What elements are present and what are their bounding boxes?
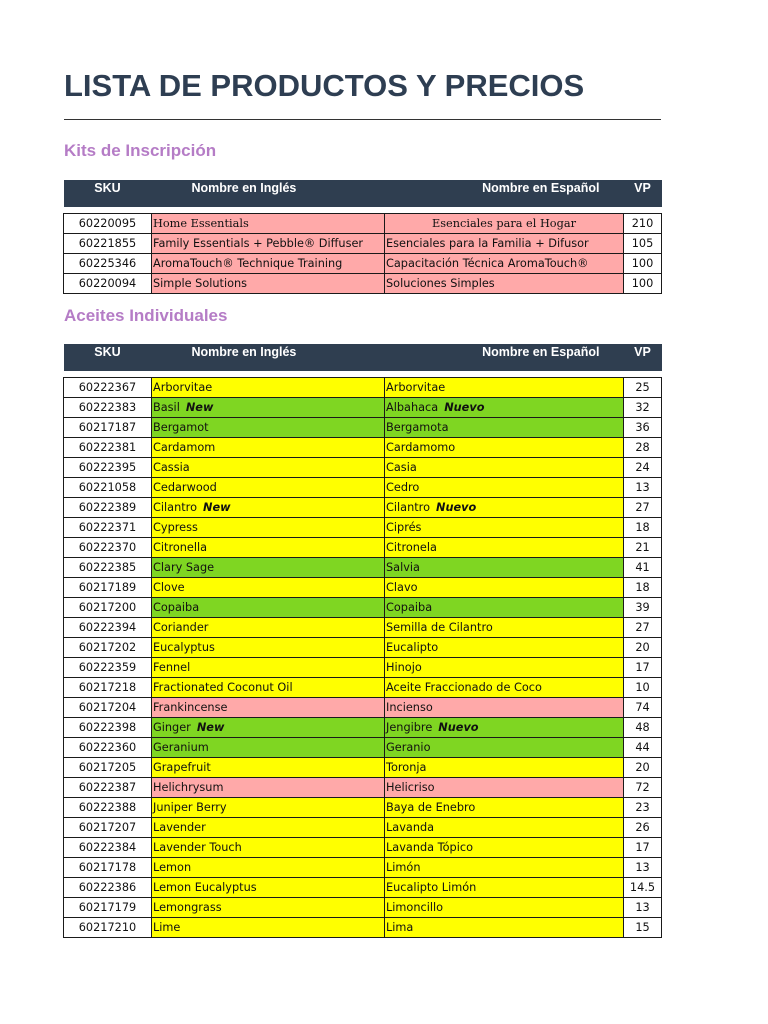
table-row [64, 438, 662, 458]
oils-header-row [64, 344, 662, 371]
english-name: Fractionated Coconut Oil [153, 681, 293, 694]
english-name: Family Essentials + Pebble® Diffuser [153, 237, 364, 250]
english-name-cell [152, 638, 385, 658]
english-name-cell [152, 214, 385, 234]
sku-cell: 60217178 [64, 858, 152, 878]
spanish-name: Capacitación Técnica AromaTouch® [386, 257, 589, 270]
spanish-name: Soluciones Simples [386, 277, 495, 290]
spanish-name-cell [385, 214, 624, 234]
spanish-name: Limón [386, 861, 421, 874]
spanish-name-cell [385, 738, 624, 758]
spanish-name: Eucalipto [386, 641, 439, 654]
spanish-name: Salvia [386, 561, 420, 574]
english-name: Cardamom [153, 441, 216, 454]
spanish-name-cell [385, 234, 624, 254]
spanish-name-cell [385, 878, 624, 898]
spanish-name-cell [385, 254, 624, 274]
spanish-name: Helicriso [386, 781, 435, 794]
english-name: Lime [153, 921, 181, 934]
english-name-cell [152, 618, 385, 638]
sku-cell: 60217202 [64, 638, 152, 658]
table-row [64, 478, 662, 498]
spanish-name-cell [385, 438, 624, 458]
spanish-name-cell [385, 458, 624, 478]
table-row [64, 738, 662, 758]
section-title-kits: Kits de Inscripción [64, 141, 217, 160]
header-sku: SKU [64, 180, 152, 207]
sku-cell: 60217187 [64, 418, 152, 438]
english-name: Helichrysum [153, 781, 224, 794]
english-name-cell [152, 378, 385, 398]
spanish-name-cell [385, 498, 624, 518]
english-name: Lemongrass [153, 901, 222, 914]
english-name: Lavender [153, 821, 206, 834]
spanish-name: Citronela [386, 541, 437, 554]
vp-cell: 48 [624, 718, 662, 738]
english-name: Lemon [153, 861, 192, 874]
oils-table-body [64, 371, 662, 938]
vp-cell: 36 [624, 418, 662, 438]
english-name: Clove [153, 581, 185, 594]
spanish-name-cell [385, 718, 624, 738]
english-name: Cassia [153, 461, 190, 474]
oils-table [63, 344, 662, 938]
vp-cell: 26 [624, 818, 662, 838]
new-badge: Nuevo [436, 501, 477, 514]
table-row [64, 538, 662, 558]
new-badge: New [185, 401, 214, 414]
vp-cell: 10 [624, 678, 662, 698]
sku-cell: 60222389 [64, 498, 152, 518]
table-row [64, 898, 662, 918]
english-name: Copaiba [153, 601, 200, 614]
vp-cell: 25 [624, 378, 662, 398]
vp-cell: 17 [624, 838, 662, 858]
kits-table-body [64, 207, 662, 294]
table-row [64, 818, 662, 838]
table-row [64, 638, 662, 658]
english-name: Clary Sage [153, 561, 215, 574]
english-name-cell [152, 438, 385, 458]
vp-cell: 210 [624, 214, 662, 234]
table-row [64, 758, 662, 778]
english-name-cell [152, 838, 385, 858]
table-row [64, 858, 662, 878]
sku-cell: 60217204 [64, 698, 152, 718]
sku-cell: 60217189 [64, 578, 152, 598]
sku-cell: 60217210 [64, 918, 152, 938]
english-name: Home Essentials [153, 217, 249, 230]
vp-cell: 100 [624, 274, 662, 294]
table-row [64, 274, 662, 294]
vp-cell: 13 [624, 478, 662, 498]
sku-cell: 60222384 [64, 838, 152, 858]
vp-cell: 23 [624, 798, 662, 818]
english-name-cell [152, 898, 385, 918]
vp-cell: 39 [624, 598, 662, 618]
spanish-name-cell [385, 578, 624, 598]
header-sku: SKU [64, 344, 152, 371]
header-spanish-name: Nombre en Español [385, 344, 624, 371]
spanish-name-cell [385, 698, 624, 718]
header-spanish-name: Nombre en Español [385, 180, 624, 207]
table-row [64, 558, 662, 578]
english-name-cell [152, 274, 385, 294]
sku-cell: 60220094 [64, 274, 152, 294]
spanish-name: Aceite Fraccionado de Coco [386, 681, 542, 694]
sku-cell: 60222395 [64, 458, 152, 478]
english-name: Frankincense [153, 701, 228, 714]
english-name-cell [152, 678, 385, 698]
english-name-cell [152, 698, 385, 718]
spanish-name-cell [385, 598, 624, 618]
vp-cell: 18 [624, 518, 662, 538]
sku-cell: 60217207 [64, 818, 152, 838]
english-name-cell [152, 518, 385, 538]
vp-cell: 28 [624, 438, 662, 458]
spanish-name: Geranio [386, 741, 431, 754]
table-row [64, 698, 662, 718]
table-row [64, 778, 662, 798]
spanish-name: Hinojo [386, 661, 422, 674]
spanish-name-cell [385, 478, 624, 498]
vp-cell: 74 [624, 698, 662, 718]
table-row [64, 798, 662, 818]
table-row [64, 458, 662, 478]
table-row [64, 214, 662, 234]
sku-cell: 60222370 [64, 538, 152, 558]
english-name-cell [152, 658, 385, 678]
vp-cell: 41 [624, 558, 662, 578]
spanish-name-cell [385, 838, 624, 858]
table-row [64, 658, 662, 678]
new-badge: Nuevo [438, 721, 479, 734]
english-name: Citronella [153, 541, 208, 554]
english-name-cell [152, 418, 385, 438]
sku-cell: 60222381 [64, 438, 152, 458]
header-english-name: Nombre en Inglés [152, 344, 385, 371]
english-name-cell [152, 254, 385, 274]
spanish-name-cell [385, 818, 624, 838]
english-name-cell [152, 718, 385, 738]
header-english-name: Nombre en Inglés [152, 180, 385, 207]
spanish-name: Ciprés [386, 521, 422, 534]
vp-cell: 27 [624, 498, 662, 518]
table-row [64, 838, 662, 858]
vp-cell: 18 [624, 578, 662, 598]
english-name-cell [152, 578, 385, 598]
sku-cell: 60217179 [64, 898, 152, 918]
english-name-cell [152, 738, 385, 758]
title-divider [64, 119, 661, 120]
english-name: Cypress [153, 521, 198, 534]
vp-cell: 20 [624, 638, 662, 658]
english-name: Cedarwood [153, 481, 217, 494]
vp-cell: 72 [624, 778, 662, 798]
english-name-cell [152, 538, 385, 558]
kits-header-row [64, 180, 662, 207]
table-row [64, 718, 662, 738]
spanish-name: Eucalipto Limón [386, 881, 477, 894]
spanish-name-cell [385, 918, 624, 938]
spanish-name-cell [385, 538, 624, 558]
english-name-cell [152, 758, 385, 778]
table-row [64, 878, 662, 898]
spanish-name-cell [385, 858, 624, 878]
spanish-name: Lavanda Tópico [386, 841, 473, 854]
sku-cell: 60222388 [64, 798, 152, 818]
english-name: Bergamot [153, 421, 209, 434]
english-name: Lavender Touch [153, 841, 242, 854]
header-vp: VP [624, 344, 662, 371]
spanish-name: Incienso [386, 701, 433, 714]
sku-cell: 60217205 [64, 758, 152, 778]
new-badge: New [203, 501, 231, 514]
spanish-name: Limoncillo [386, 901, 444, 914]
english-name-cell [152, 478, 385, 498]
spanish-name-cell [385, 778, 624, 798]
english-name-cell [152, 234, 385, 254]
english-name: Eucalyptus [153, 641, 215, 654]
sku-cell: 60222359 [64, 658, 152, 678]
sku-cell: 60222387 [64, 778, 152, 798]
english-name-cell [152, 818, 385, 838]
new-badge: Nuevo [444, 401, 485, 414]
spanish-name: Copaiba [386, 601, 433, 614]
spanish-name-cell [385, 518, 624, 538]
english-name: AromaTouch® Technique Training [153, 257, 343, 270]
english-name-cell [152, 458, 385, 478]
sku-cell: 60222383 [64, 398, 152, 418]
vp-cell: 100 [624, 254, 662, 274]
sku-cell: 60217200 [64, 598, 152, 618]
english-name: Grapefruit [153, 761, 211, 774]
spanish-name-cell [385, 418, 624, 438]
sku-cell: 60222398 [64, 718, 152, 738]
english-name-cell [152, 798, 385, 818]
spanish-name: Cilantro [386, 501, 430, 514]
vp-cell: 17 [624, 658, 662, 678]
vp-cell: 105 [624, 234, 662, 254]
english-name-cell [152, 878, 385, 898]
section-title-oils: Aceites Individuales [64, 306, 228, 325]
spanish-name: Casia [386, 461, 417, 474]
table-row [64, 418, 662, 438]
english-name: Basil [153, 401, 180, 414]
sku-cell: 60222367 [64, 378, 152, 398]
vp-cell: 27 [624, 618, 662, 638]
spanish-name-cell [385, 678, 624, 698]
vp-cell: 14.5 [624, 878, 662, 898]
spanish-name: Jengibre [386, 721, 433, 734]
sku-cell: 60222386 [64, 878, 152, 898]
english-name-cell [152, 598, 385, 618]
table-row [64, 518, 662, 538]
header-vp: VP [624, 180, 662, 207]
sku-cell: 60222385 [64, 558, 152, 578]
english-name: Cilantro [153, 501, 197, 514]
english-name: Simple Solutions [153, 277, 248, 290]
english-name-cell [152, 398, 385, 418]
english-name-cell [152, 918, 385, 938]
spanish-name: Arborvitae [386, 381, 446, 394]
table-row [64, 498, 662, 518]
sku-cell: 60220095 [64, 214, 152, 234]
spanish-name-cell [385, 274, 624, 294]
spanish-name: Bergamota [386, 421, 449, 434]
spanish-name-cell [385, 798, 624, 818]
table-row [64, 398, 662, 418]
sku-cell: 60221855 [64, 234, 152, 254]
table-row [64, 678, 662, 698]
spanish-name-cell [385, 758, 624, 778]
sku-cell: 60222371 [64, 518, 152, 538]
sku-cell: 60222360 [64, 738, 152, 758]
spanish-name-cell [385, 378, 624, 398]
spanish-name: Esenciales para el Hogar [432, 217, 576, 230]
english-name-cell [152, 858, 385, 878]
vp-cell: 32 [624, 398, 662, 418]
table-row [64, 598, 662, 618]
vp-cell: 13 [624, 858, 662, 878]
spanish-name-cell [385, 658, 624, 678]
spanish-name: Esenciales para la Familia + Difusor [386, 237, 589, 250]
spanish-name: Clavo [386, 581, 418, 594]
vp-cell: 21 [624, 538, 662, 558]
spanish-name-cell [385, 558, 624, 578]
table-row [64, 254, 662, 274]
kits-table [63, 180, 662, 294]
sku-cell: 60225346 [64, 254, 152, 274]
sku-cell: 60217218 [64, 678, 152, 698]
spanish-name-cell [385, 618, 624, 638]
table-row [64, 378, 662, 398]
new-badge: New [196, 721, 225, 734]
spanish-name: Semilla de Cilantro [386, 621, 493, 634]
english-name-cell [152, 778, 385, 798]
english-name: Arborvitae [153, 381, 213, 394]
sku-cell: 60222394 [64, 618, 152, 638]
vp-cell: 44 [624, 738, 662, 758]
vp-cell: 20 [624, 758, 662, 778]
table-row [64, 918, 662, 938]
spanish-name: Cardamomo [386, 441, 456, 454]
table-row [64, 618, 662, 638]
spanish-name-cell [385, 638, 624, 658]
vp-cell: 15 [624, 918, 662, 938]
spanish-name: Lavanda [386, 821, 435, 834]
spanish-name-cell [385, 398, 624, 418]
table-row [64, 234, 662, 254]
english-name: Coriander [153, 621, 209, 634]
vp-cell: 24 [624, 458, 662, 478]
spanish-name: Baya de Enebro [386, 801, 476, 814]
vp-cell: 13 [624, 898, 662, 918]
english-name: Lemon Eucalyptus [153, 881, 257, 894]
spanish-name: Lima [386, 921, 414, 934]
spanish-name-cell [385, 898, 624, 918]
sku-cell: 60221058 [64, 478, 152, 498]
english-name: Geranium [153, 741, 209, 754]
english-name: Juniper Berry [153, 801, 227, 814]
table-row [64, 578, 662, 598]
spanish-name: Toronja [386, 761, 427, 774]
page-title: LISTA DE PRODUCTOS Y PRECIOS [64, 68, 585, 103]
spanish-name: Cedro [386, 481, 420, 494]
english-name-cell [152, 498, 385, 518]
english-name: Ginger [153, 721, 191, 734]
english-name: Fennel [153, 661, 191, 674]
english-name-cell [152, 558, 385, 578]
spanish-name: Albahaca [386, 401, 439, 414]
